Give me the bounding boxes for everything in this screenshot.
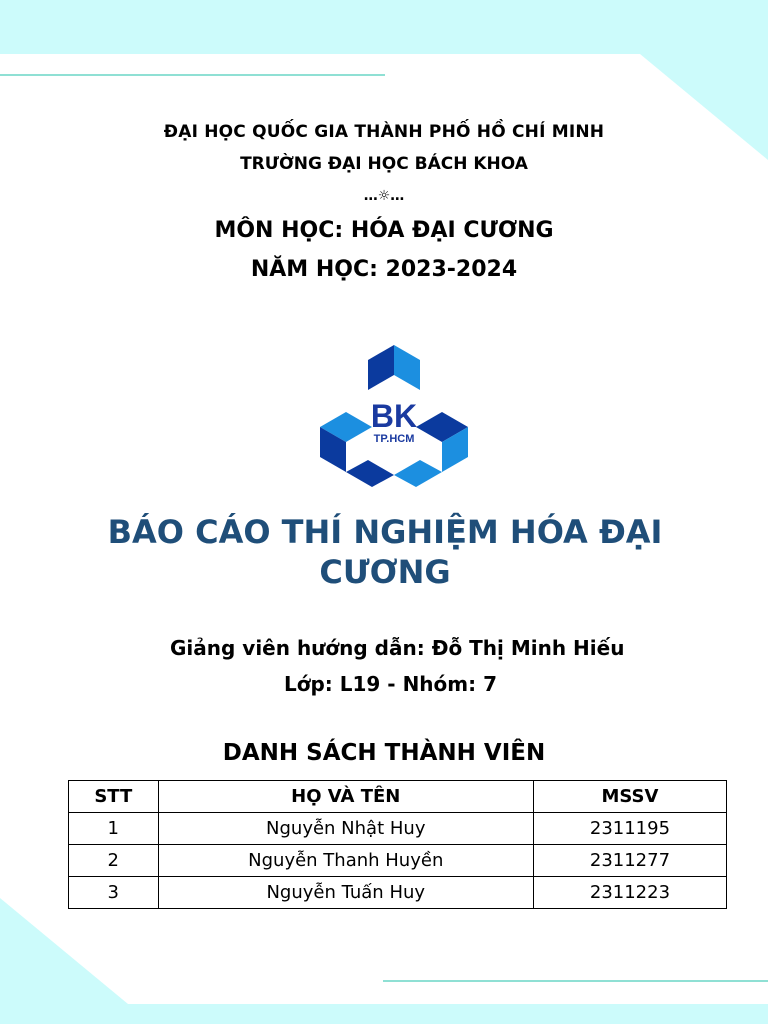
cell-stt: 2 bbox=[69, 845, 159, 877]
members-table bbox=[68, 780, 727, 909]
column-header-mssv: MSSV bbox=[533, 781, 726, 813]
top-accent-line bbox=[0, 74, 385, 76]
table-header-row bbox=[69, 781, 727, 813]
cell-name: Nguyễn Nhật Huy bbox=[158, 813, 533, 845]
logo-city-text: TP.HCM bbox=[373, 433, 415, 445]
ornament-divider: …☼… bbox=[363, 188, 405, 204]
instructor-line: Giảng viên hướng dẫn: Đỗ Thị Minh Hiếu bbox=[170, 636, 625, 660]
logo-bk-text: BK bbox=[370, 398, 418, 434]
cell-name: Nguyễn Tuấn Huy bbox=[158, 877, 533, 909]
university-name: ĐẠI HỌC QUỐC GIA THÀNH PHỐ HỒ CHÍ MINH bbox=[163, 122, 605, 142]
year-line: NĂM HỌC: 2023-2024 bbox=[250, 257, 518, 282]
cell-name: Nguyễn Thanh Huyền bbox=[158, 845, 533, 877]
cell-stt: 3 bbox=[69, 877, 159, 909]
table-row bbox=[69, 877, 727, 909]
subject-line: MÔN HỌC: HÓA ĐẠI CƯƠNG bbox=[214, 218, 554, 243]
cell-stt: 1 bbox=[69, 813, 159, 845]
cell-mssv: 2311223 bbox=[533, 877, 726, 909]
column-header-name: HỌ VÀ TÊN bbox=[158, 781, 533, 813]
members-title: DANH SÁCH THÀNH VIÊN bbox=[222, 740, 546, 766]
column-header-stt: STT bbox=[69, 781, 159, 813]
table-row bbox=[69, 845, 727, 877]
cell-mssv: 2311277 bbox=[533, 845, 726, 877]
class-group-line: Lớp: L19 - Nhóm: 7 bbox=[284, 672, 497, 696]
cell-mssv: 2311195 bbox=[533, 813, 726, 845]
bk-logo bbox=[320, 345, 468, 487]
school-name: TRƯỜNG ĐẠI HỌC BÁCH KHOA bbox=[240, 154, 528, 174]
bottom-accent-line bbox=[383, 980, 768, 982]
table-row bbox=[69, 813, 727, 845]
report-title: BÁO CÁO THÍ NGHIỆM HÓA ĐẠI CƯƠNG bbox=[107, 513, 663, 591]
